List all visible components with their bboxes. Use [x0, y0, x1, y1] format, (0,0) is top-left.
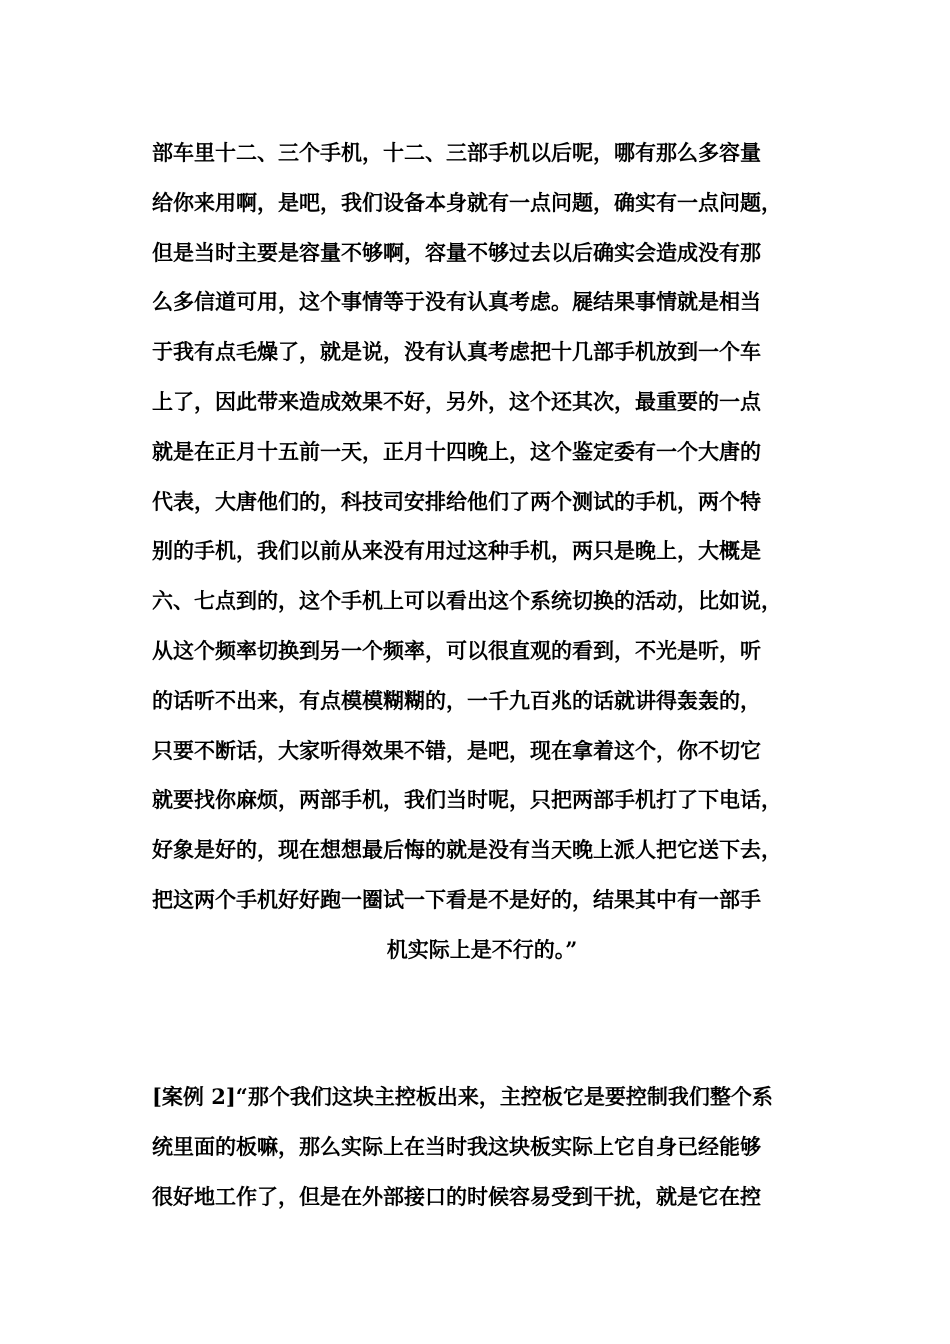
text-line-final: 机实际上是不行的。” [386, 936, 578, 962]
text-line: 很好地工作了，但是在外部接口的时候容易受到干扰，就是它在控 [152, 1183, 761, 1209]
text-line: 代表，大唐他们的，科技司安排给他们了两个测试的手机，两个特 [152, 488, 761, 514]
text-line: 么多信道可用，这个事情等于没有认真考虑。屣结果事情就是相当 [152, 289, 761, 315]
text-line: [案例 2]“那个我们这块主控板出来，主控板它是要控制我们整个系 [152, 1084, 773, 1109]
text-line: 把这两个手机好好跑一圈试一下看是不是好的，结果其中有一部手 [152, 886, 761, 912]
text-line: 只要不断话，大家听得效果不错，是吧，现在拿着这个，你不切它 [152, 737, 761, 763]
text-line: 好象是好的，现在想想最后悔的就是没有当天晚上派人把它送下去， [152, 837, 782, 863]
text-line: 统里面的板嘛，那么实际上在当时我这块板实际上它自身已经能够 [152, 1133, 761, 1159]
text-line: 六、七点到的，这个手机上可以看出这个系统切换的活动，比如说， [152, 588, 782, 614]
paragraph-case-1-continuation [152, 128, 812, 975]
text-line: 上了，因此带来造成效果不好，另外，这个还其次，最重要的一点 [152, 388, 761, 414]
text-line: 于我有点毛燥了，就是说，没有认真考虑把十几部手机放到一个车 [152, 339, 761, 365]
text-line: 但是当时主要是容量不够啊，容量不够过去以后确实会造成没有那 [152, 239, 761, 265]
text-line: 就是在正月十五前一天，正月十四晚上，这个鉴定委有一个大唐的 [152, 438, 761, 464]
paragraph-case-2 [152, 1072, 812, 1221]
text-line: 给你来用啊，是吧，我们设备本身就有一点问题，确实有一点问题， [152, 189, 782, 215]
text-line: 从这个频率切换到另一个频率，可以很直观的看到，不光是听，听 [152, 637, 761, 663]
text-line: 部车里十二、三个手机，十二、三部手机以后呢，哪有那么多容量 [152, 140, 761, 165]
text-line: 就要找你麻烦，两部手机，我们当时呢，只把两部手机打了下电话， [152, 787, 782, 813]
text-line: 别的手机，我们以前从来没有用过这种手机，两只是晚上，大概是 [152, 538, 761, 564]
text-line: 的话听不出来，有点模模糊糊的，一千九百兆的话就讲得轰轰的， [152, 687, 761, 713]
